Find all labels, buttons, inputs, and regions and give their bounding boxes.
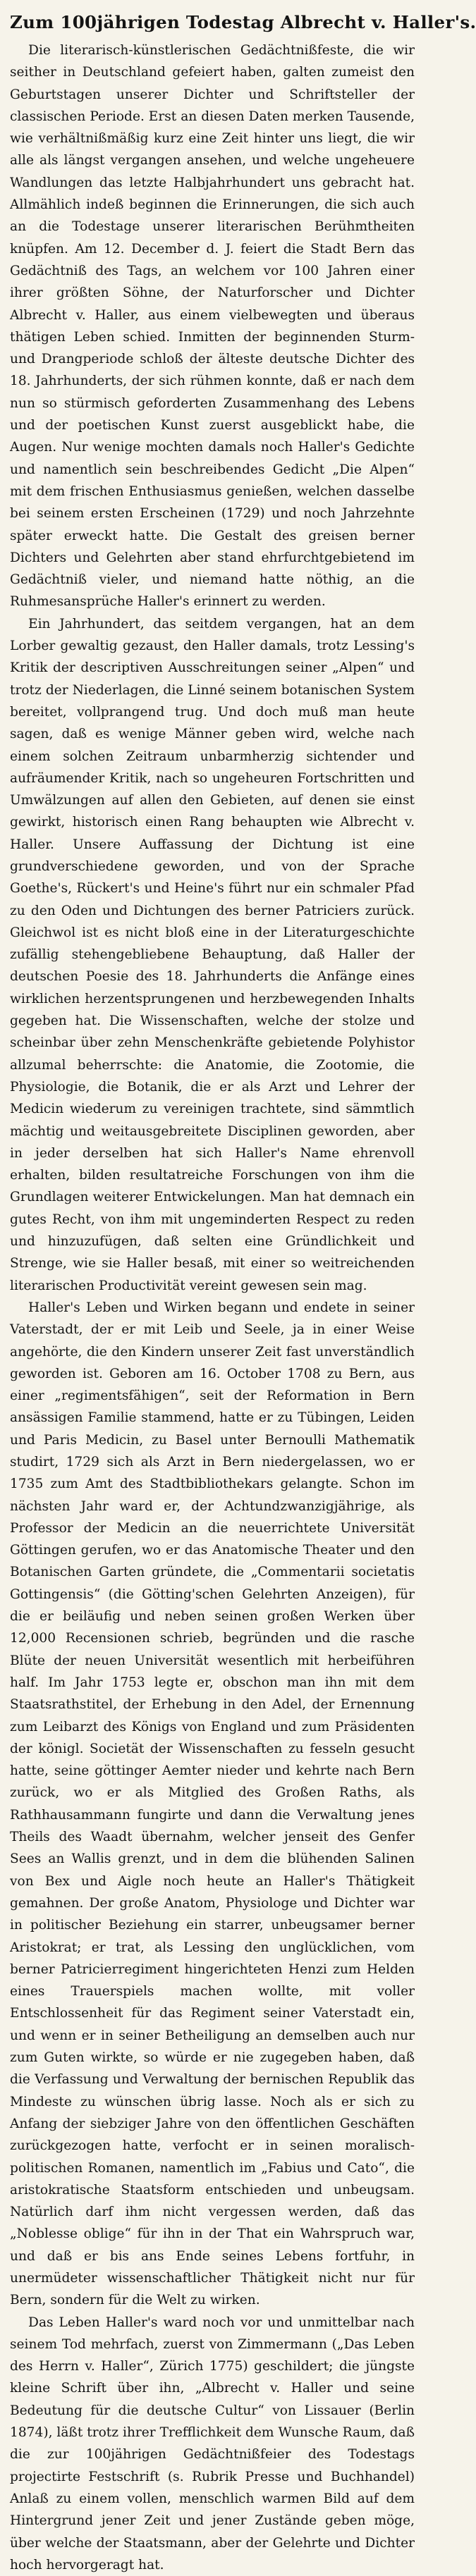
article-paragraph-2: Ein Jahrhundert, das seitdem vergangen, hat an dem Lorber gewaltig gezaust, den Haller damals, trotz Lessing's Kritik der descriptiven Ausschreitungen seiner „Alpen“ und trotz der Niederlagen, die Linné seinem botanischen System bereitet, vollprangend trug. Und doch muß man heute sagen, daß es wenige Männer geben wird, welche nach einem solchen Zeitraum unbarmherzig sichtender und aufräumender Kritik, nach so ungeheuren Fortschritten und Umwälzungen auf allen den Gebieten, auf denen sie einst gewirkt, historisch einen Rang behaupten wie Albrecht v. Haller. Unsere Auffassung der Dichtung ist eine grundverschiedene geworden, und von der Sprache Goethe's, Rückert's und Heine's führt nur ein schmaler Pfad zu den Oden und Dichtungen des berner Patriciers zurück. Gleichwol ist es nicht bloß eine in der Literaturgeschichte zufällig stehengebliebene Behauptung, daß Haller der deutschen Poesie des 18. Jahrhunderts die Anfänge eines wirklichen herzentsprungenen und herzbewegenden Inhalts gegeben hat. Die Wissenschaften, welche der stolze und scheinbar über zehn Menschenkräfte gebietende Polyhistor allzumal beherrschte: die Anatomie, die Zootomie, die Physiologie, die Botanik, die er als Arzt und Lehrer der Medicin wiederum zu vereinigen trachtete, sind sämmtlich mächtig und weitausgebreitete Disciplinen geworden, aber in jeder derselben hat sich Haller's Name ehrenvoll erhalten, bilden resultatreiche Forschungen von ihm die Grundlagen weiterer Entwickelungen. Man hat demnach ein gutes Recht, von ihm mit ungeminderten Respect zu reden und hinzuzufügen, daß selten eine Gründlichkeit und Strenge, wie sie Haller besaß, mit einer so weitreichenden literarischen Productivität vereint gewesen sein mag. — [10, 616, 415, 1293]
article-paragraph-3: Haller's Leben und Wirken begann und endete in seiner Vaterstadt, der er mit Leib und Seele, ja in einer Weise angehörte, die den Kindern unserer Zeit fast unverständlich geworden ist. Geboren am 16. October 1708 zu Bern, aus einer „regimentsfähigen“, seit der Reformation in Bern ansässigen Familie stammend, hatte er zu Tübingen, Leiden und Paris Medicin, zu Basel unter Bernoulli Mathematik studirt, 1729 sich als Arzt in Bern niedergelassen, wo er 1735 zum Amt des Stadtbibliothekars gelangte. Schon im nächsten Jahr ward er, der Achtundzwanzigjährige, als Professor der Medicin an die neuerrichtete Universität Göttingen gerufen, wo er das Anatomische Theater und den Botanischen Garten gründete, die „Commentarii societatis Gottingensis“ (die Götting'schen Gelehrten Anzeigen), für die er beiläufig und neben seinen großen Werken über 12,000 Recensionen schrieb, begründen und die rasche Blüte der neuen Universität wesentlich mit herbeiführen half. Im Jahr 1753 legte er, obschon man ihn mit dem Staatsrathstitel, der Erhebung in den Adel, der Ernennung zum Leibarzt des Königs von England und zum Präsidenten der königl. Societät der Wissenschaften zu fesseln gesucht hatte, seine göttinger Aemter nieder und kehrte nach Bern zurück, wo er als Mitglied des Großen Raths, als Rathhausammann fungirte und dann die Verwaltung jenes Theils des Waadt übernahm, welcher jenseit des Genfer Sees an Wallis grenzt, und in dem die blühenden Salinen von Bex und Aigle noch heute an Haller's Thätigkeit gemahnen. Der große Anatom, Physiologe und Dichter war in politischer Beziehung ein starrer, unbeugsamer berner Aristokrat; er trat, als Lessing den unglücklichen, vom berner Patricierregiment hingerichteten Henzi zum Helden eines Trauerspiels machen wollte, mit voller Entschlossenheit für das Regiment seiner Vaterstadt ein, und wenn er in seiner Betheiligung an demselben auch nur zum Guten wirkte, so würde er nie zugegeben haben, daß die Verfassung und Verwaltung der bernischen Republik das Mindeste zu wünschen übrig lasse. Noch als er sich zu Anfang der siebziger Jahre von den öffentlichen Geschäften zurückgezogen hatte, verfocht er in seinen moralisch-politischen Romanen, namentlich im „Fabius und Cato“, die aristokratische Staatsform entschieden und unbeugsam. Natürlich darf ihm nicht vergessen werden, daß das „Noblesse oblige“ für ihn in der That ein Wahrspruch war, und daß er bis ans Ende seines Lebens fortfuhr, in unermüdeter wissenschaftlicher Thätigkeit nicht nur für Bern, sondern für die Welt zu wirken. — [10, 1300, 415, 2308]
article-paragraph-4: Das Leben Haller's ward noch vor und unmittelbar nach seinem Tod mehrfach, zuerst von Zimmermann („Das Leben des Herrn v. Haller“, Zürich 1775) geschildert; die jüngste kleine Schrift über ihn, „Albrecht v. Haller und seine Bedeutung für die deutsche Cultur“ von Lissauer (Berlin 1874), läßt trotz ihrer Trefflichkeit dem Wunsche Raum, daß die zur 100jährigen Gedächtnißfeier des Todestags projectirte Festschrift (s. Rubrik Presse und Buchhandel) Anlaß zu einem vollen, menschlich warmen Bild auf dem Hintergrund jener Zeit und jener Zustände geben möge, über welche der Staatsmann, aber der Gelehrte und Dichter hoch hervorgeragt hat. — [10, 2315, 415, 2572]
article-paragraph-1: Die literarisch-künstlerischen Gedächtnißfeste, die wir seither in Deutschland gefeiert haben, galten zumeist den Geburtstagen unserer Dichter und Schriftsteller der classischen Periode. Erst an diesen Daten merken Tausende, wie verhältnißmäßig kurz eine Zeit hinter uns liegt, die wir alle als längst vergangen ansehen, und welche ungeheuere Wandlungen das letzte Halbjahrhundert uns gebracht hat. Allmählich indeß beginnen die Erinnerungen, die sich auch an die Todestage unserer literarischen Berühmtheiten knüpfen. Am 12. December d. J. feiert die Stadt Bern das Gedächtniß des Tags, an welchem vor 100 Jahren einer ihrer größten Söhne, der Naturforscher und Dichter Albrecht v. Haller, aus einem vielbewegten und überaus thätigen Leben schied. Inmitten der beginnenden Sturm- und Drangperiode schloß der älteste deutsche Dichter des 18. Jahrhunderts, der sich rühmen konnte, daß er nach dem nun so stürmisch geforderten Zusammenhang des Lebens und der poetischen Kunst zuerst ausgeblickt habe, die Augen. Nur wenige mochten damals noch Haller's Gedichte und namentlich sein beschreibendes Gedicht „Die Alpen“ mit dem frischen Enthusiasmus genießen, welchen dasselbe bei seinem ersten Erscheinen (1729) und noch Jahrzehnte später erweckt hatte. Die Gestalt des greisen berner Dichters und Gelehrten aber stand ehrfurchtgebietend im Gedächtniß vieler, und niemand hatte nöthig, an die Ruhmesansprüche Haller's erinnert zu werden. — [10, 43, 415, 610]
article-title: Zum 100jährigen Todestag Albrecht v. Haller's. — [10, 12, 476, 32]
